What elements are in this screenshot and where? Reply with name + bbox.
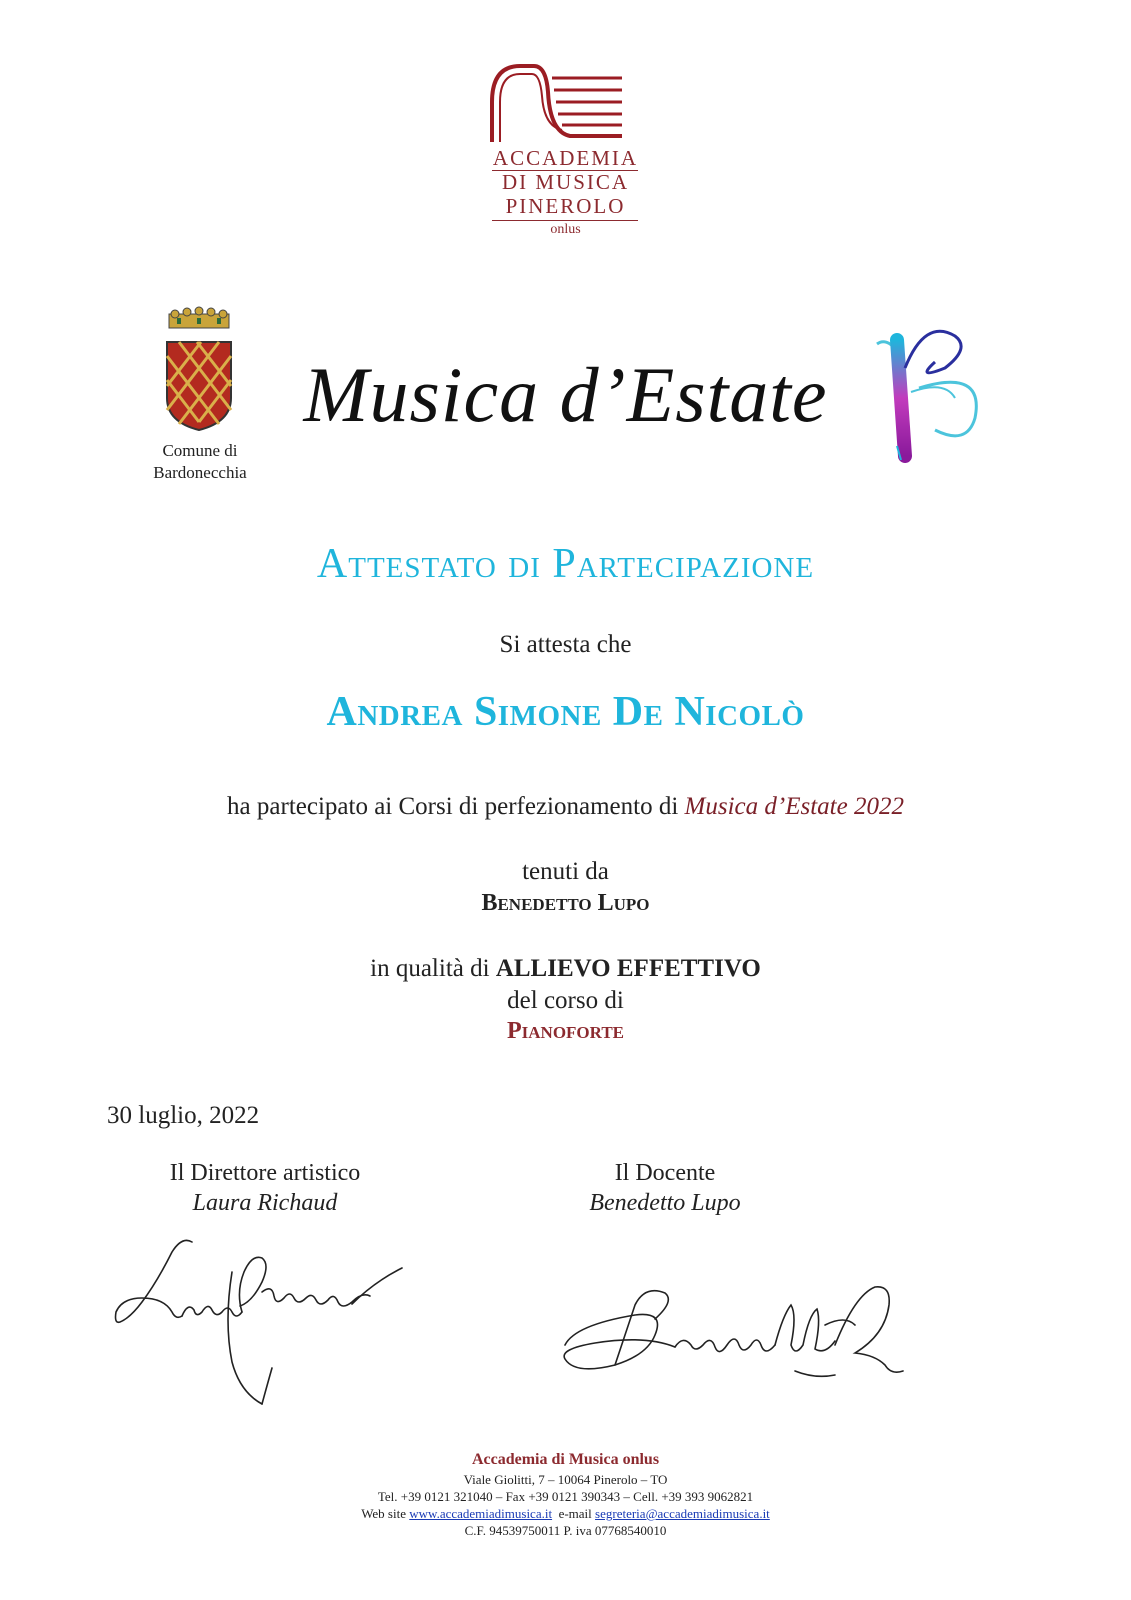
participation-statement (0, 793, 1131, 821)
footer-organization: Accademia di Musica onlus (471, 1451, 660, 1468)
footer-email-label: e-mail (552, 1506, 596, 1521)
role-statement (0, 955, 1131, 983)
event-title: Musica d’Estate (303, 351, 828, 438)
certificate-date: 30 luglio, 2022 (107, 1102, 260, 1129)
footer-phones: Tel. +39 0121 321040 – Fax +39 0121 390343 – Cell. +39 393 9062821 (377, 1489, 754, 1504)
logo-divider (492, 220, 638, 221)
logo-text-line2: DI MUSICA (501, 170, 630, 194)
footer-email-link[interactable]: segreteria@accademiadimusica.it (595, 1506, 770, 1521)
director-name: Laura Richaud (192, 1190, 338, 1216)
footer-web-email (0, 1506, 1131, 1522)
course-instrument: Pianoforte (506, 1018, 625, 1044)
footer-address: Viale Giolitti, 7 – 10064 Pinerolo – TO (463, 1472, 668, 1487)
teacher-name: Benedetto Lupo (481, 890, 650, 916)
crest-caption (130, 440, 270, 484)
crest-caption-line2: Bardonecchia (153, 463, 247, 482)
certificate-title: Attestato di Partecipazione (316, 541, 815, 587)
teacher-role: Il Docente (614, 1160, 716, 1186)
certificate-intro: Si attesta che (499, 631, 632, 658)
role-prefix: in qualità di (370, 955, 496, 982)
teacher-signature (555, 1275, 905, 1395)
logo-onlus: onlus (550, 222, 581, 237)
crest-caption-line1: Comune di (162, 441, 238, 460)
director-signature (112, 1232, 412, 1407)
footer-website-link[interactable]: www.accademiadimusica.it (409, 1506, 553, 1521)
course-prefix: del corso di (507, 987, 624, 1014)
role-value: ALLIEVO EFFETTIVO (495, 955, 761, 982)
teacher-signature-name: Benedetto Lupo (589, 1190, 741, 1216)
participation-event: Musica d’Estate 2022 (684, 793, 904, 820)
logo-text-line1: ACCADEMIA (492, 146, 639, 170)
stylized-b-logo-icon (875, 328, 1000, 468)
held-by-label: tenuti da (522, 858, 609, 885)
recipient-name: Andrea Simone De Nicolò (326, 689, 805, 735)
director-role: Il Direttore artistico (169, 1160, 361, 1186)
footer-web-label: Web site (361, 1506, 410, 1521)
participation-prefix: ha partecipato ai Corsi di perfezionamento di (227, 793, 685, 820)
footer-fiscal: C.F. 94539750011 P. iva 07768540010 (464, 1523, 667, 1538)
accademia-logo-icon (490, 62, 640, 144)
logo-text-line3: PINEROLO (505, 194, 626, 218)
